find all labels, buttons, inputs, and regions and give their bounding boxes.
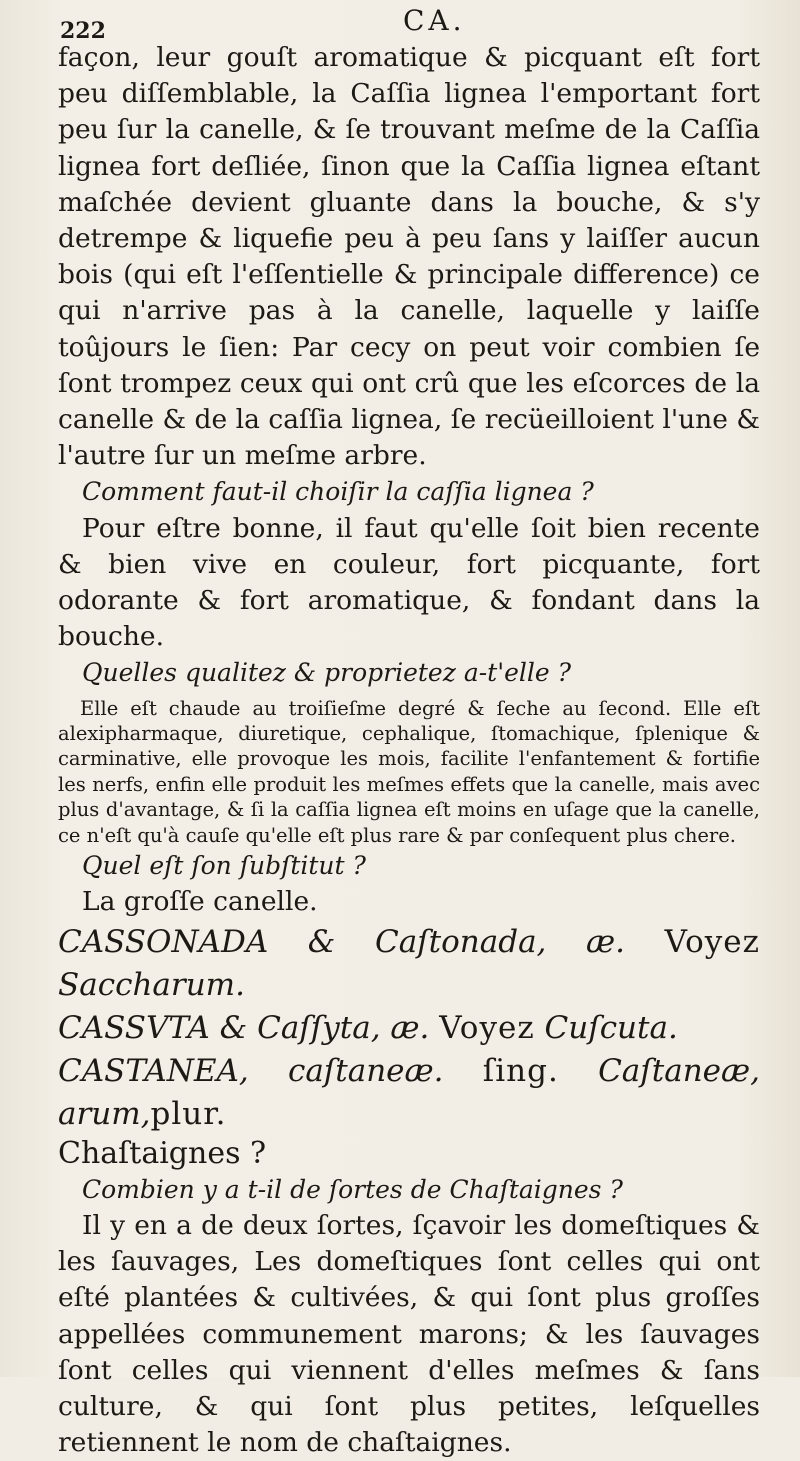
answer-substitute: La groſſe canelle. (82, 886, 318, 918)
question-qualities: Quelles qualitez & proprietez a-t'elle ? (82, 658, 572, 688)
entry-cassonada-see: Voyez (664, 923, 760, 960)
entry-cassonada-ref: Saccharum. (58, 966, 245, 1003)
entry-cassonada-headword: CASSONADA & Caſtonada, æ. (58, 923, 625, 960)
entry-castanea-plural: Caſtaneæ, arum, (58, 1052, 760, 1132)
answer-chestnut-kinds: Il y en a de deux ſortes, ſçavoir les domeſtiques & les ſauvages, Les domeſtiques ſont celles qui ont eſté plantées & cultivées, & qui ſont plus groſſes appellées communement marons; & les ſauvages ſont celles qui viennent d'elles meſmes & ſans culture, & qui ſont plus petites, leſquelles retiennent le nom de chaſtaignes. (58, 1209, 760, 1459)
entry-castanea (58, 1050, 760, 1136)
entry-cassuta-ref: Cuſcuta. (544, 1009, 678, 1046)
paragraph-cassia-description: façon, leur gouſt aromatique & picquant eſt fort peu diſſemblable, la Caſſia lignea l'emportant fort peu ſur la canelle, & ſe trouvant meſme de la Caſſia lignea fort deſliée, ſinon que la Caſſia lignea eſtant maſchée devient gluante dans la bouche, & s'y detrempe & liquefie peu à peu ſans y laiſſer aucun bois (qui eſt l'eſſentielle & principale difference) ce qui n'arrive pas à la canelle, laquelle y laiſſe toûjours le ſien: Par cecy on peut voir combien ſe ſont trompez ceux qui ont crû que les eſcorces de la canelle & de la caſſia lignea, ſe recüeilloient l'une & l'autre ſur un meſme arbre. (58, 42, 760, 472)
page-header (58, 0, 760, 44)
entry-cassonada (58, 921, 760, 1007)
entry-castanea-headword: CASTANEA, caſtaneæ. (58, 1052, 444, 1089)
entry-castanea-plural-label: plur. (150, 1095, 227, 1132)
entry-castanea-sing: ſing. (482, 1052, 559, 1089)
entry-cassuta-see: Voyez (439, 1009, 535, 1046)
question-chestnut-kinds: Combien y a t-il de ſortes de Chaſtaignes ? (82, 1174, 623, 1204)
entry-cassuta (58, 1007, 760, 1050)
answer-qualities: Elle eſt chaude au troiſieſme degré & ſeche au ſecond. Elle eſt alexipharmaque, diuretique, cephalique, ſtomachique, ſplenique & carminative, elle provoque les mois, facilite l'enfantement & fortifie les nerfs, enfin elle produit les meſmes effets que la canelle, mais avec plus d'avantage, & ſi la caſſia lignea eſt moins en uſage que la canelle, ce n'eſt qu'à cauſe qu'elle eſt plus rare & par conſequent plus chere. (58, 696, 760, 847)
page-text (58, 40, 760, 1461)
question-choose-cassia: Comment faut-il choiſir la caſſia lignea ? (82, 477, 594, 507)
running-head: CA. (403, 4, 466, 37)
entry-cassuta-headword: CASSVTA & Caſſyta, æ. (58, 1009, 430, 1046)
answer-choose-cassia: Pour eſtre bonne, il faut qu'elle ſoit bien recente & bien vive en couleur, fort picquante, fort odorante & fort aromatique, & fondant dans la bouche. (58, 512, 760, 653)
question-substitute: Quel eſt ſon ſubſtitut ? (82, 851, 366, 881)
entry-castanea-french: Chaſtaignes ? (58, 1135, 267, 1171)
page-number: 222 (60, 18, 106, 44)
